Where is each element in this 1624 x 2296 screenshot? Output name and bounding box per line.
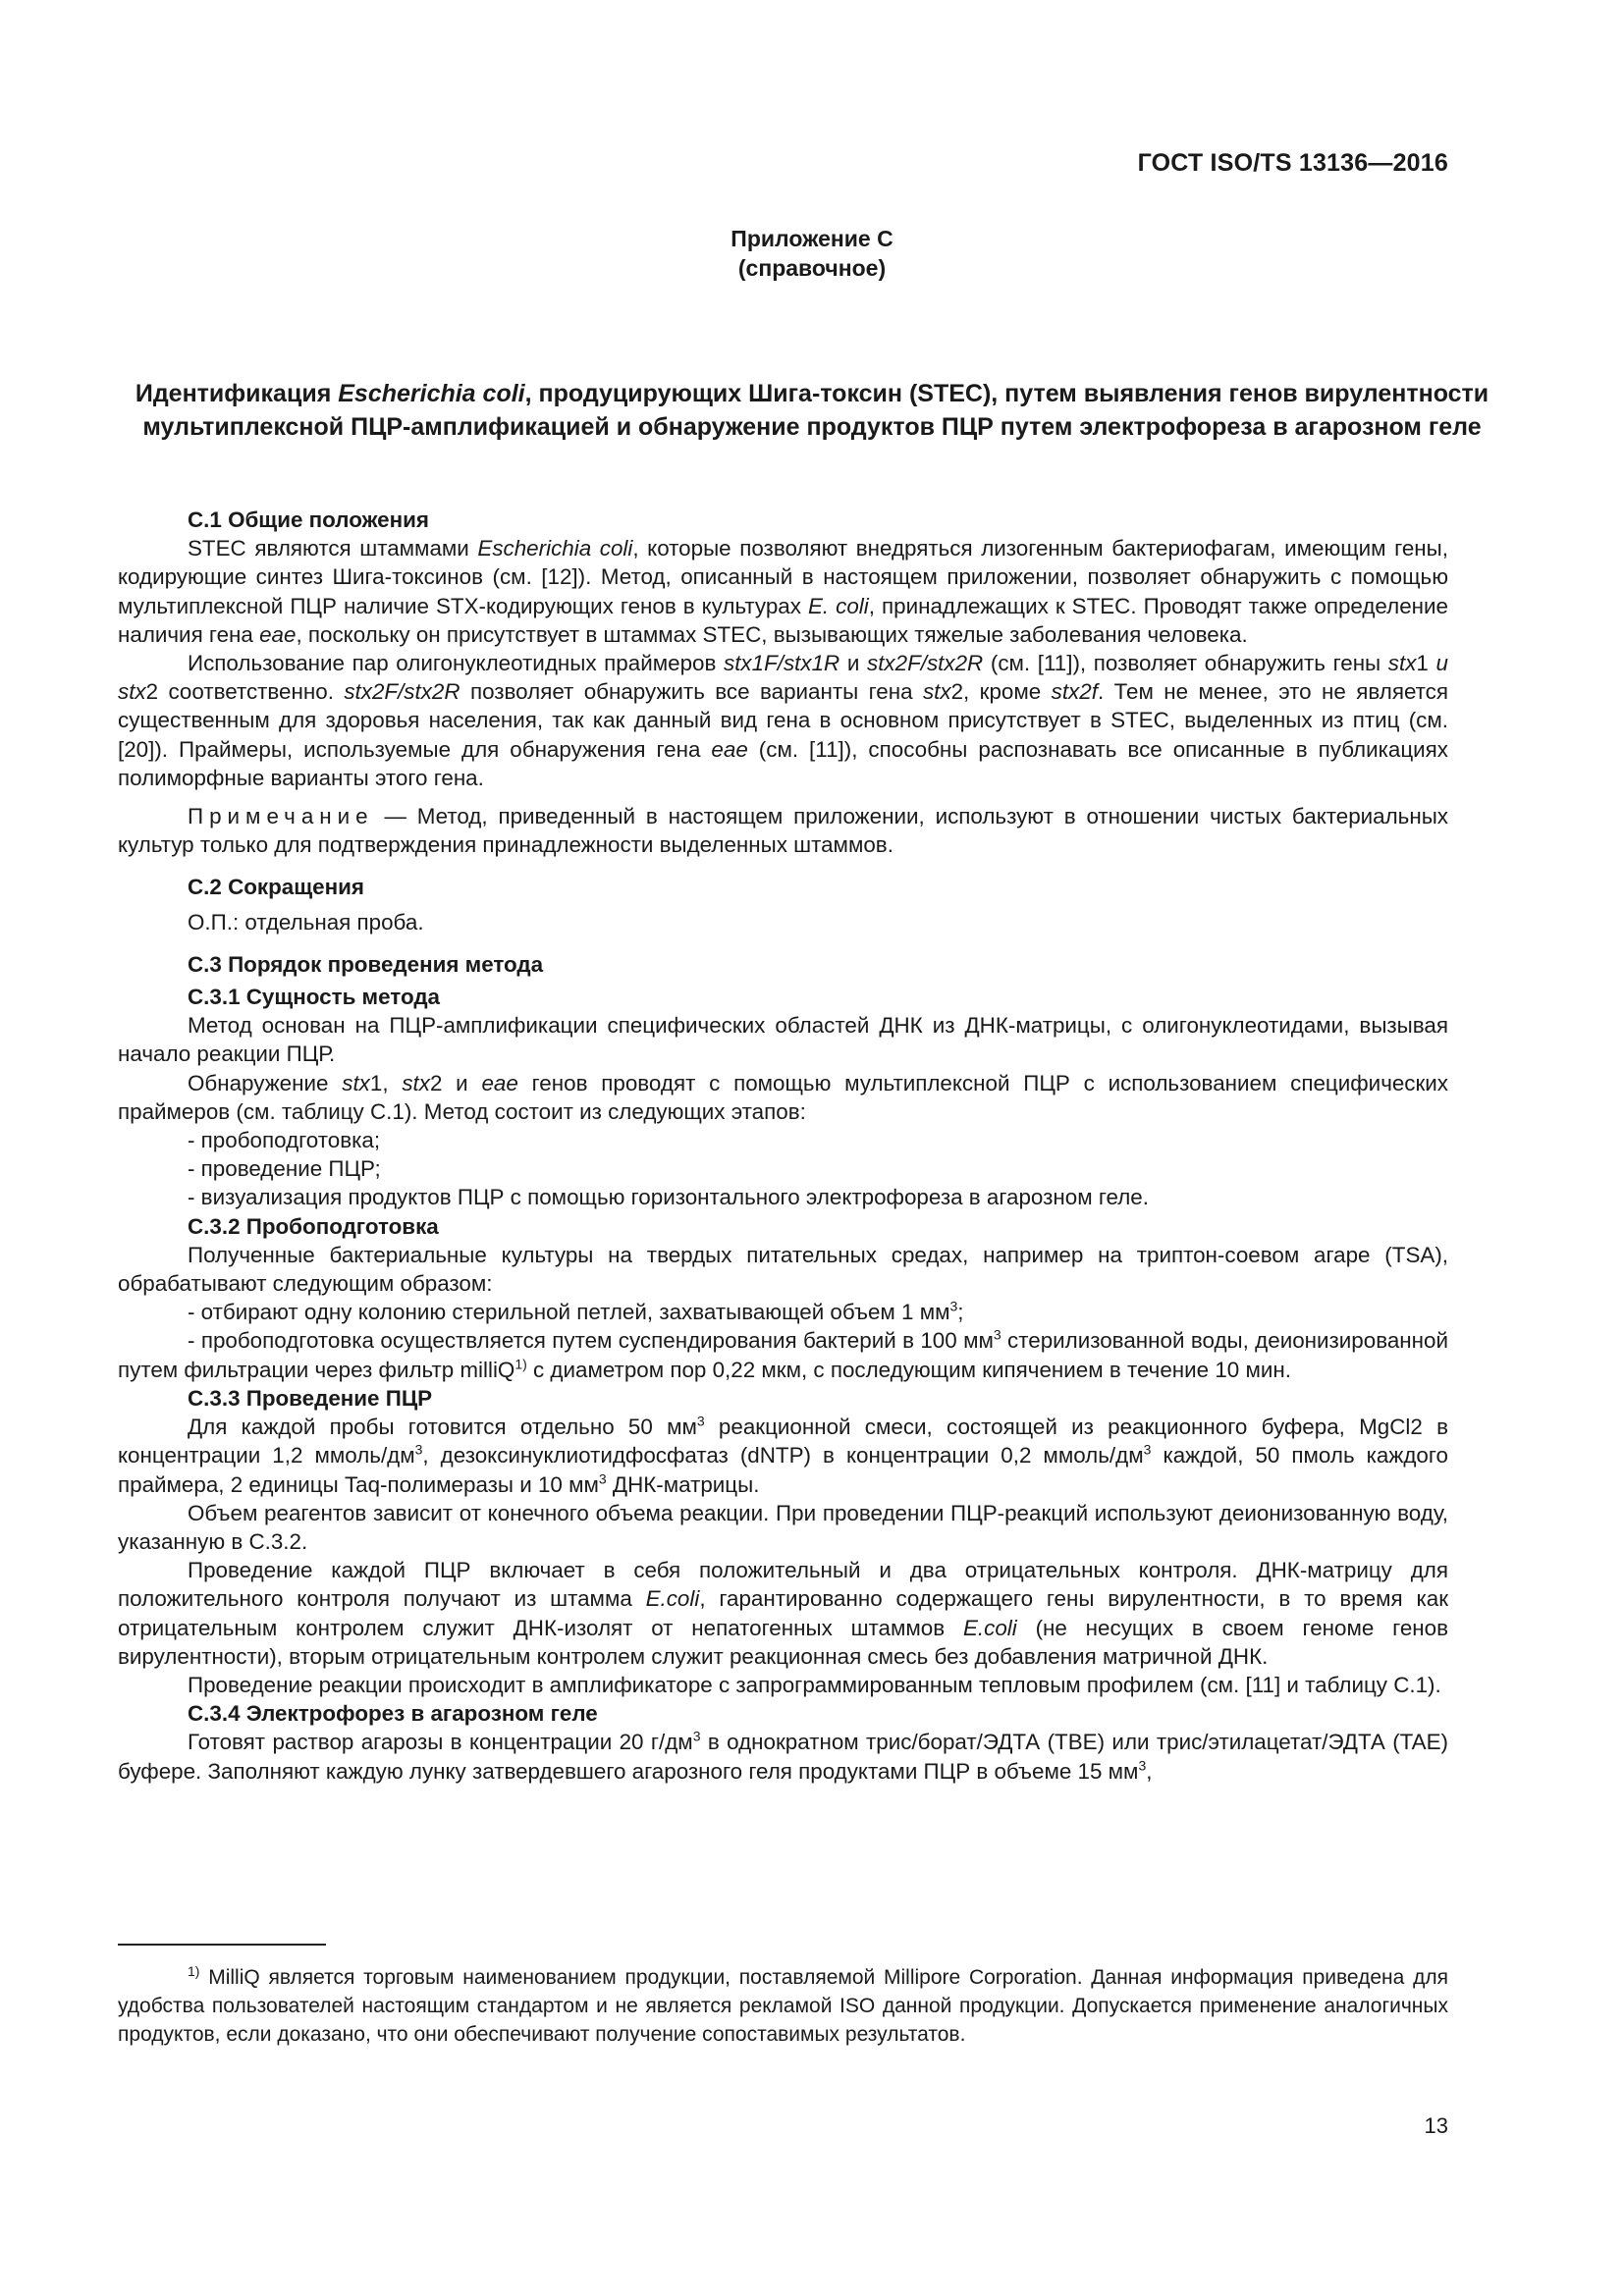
annex-heading [0, 224, 1624, 283]
footnote-separator [118, 1944, 326, 1946]
section-c31-paragraph-1: Метод основан на ПЦР-амплификации специфических областей ДНК из ДНК-матрицы, с олигонуклеотидами, вызывая начало реакции ПЦР. [118, 1013, 1448, 1067]
title-text-rest: , продуцирующих Шига-токсин (STEC), путем выявления генов вирулентности мультиплексной ПЦР-амплификацией и обнаружение продуктов ПЦР путем электрофореза в агарозном геле [142, 380, 1489, 441]
section-c1-heading: С.1 Общие положения [188, 507, 429, 532]
section-c33-paragraph-1: Для каждой пробы готовится отдельно 50 $мм^3$ реакционной смеси, состоящей из реакционного буфера, MgCl2 в концентрации 1,2 ммоль/$дм^3$, дезоксинуклиотидфосфатаз (dNTP) в концентрации 0,2 ммоль/$дм^3$ каждой, 50 пмоль каждого праймера, 2 единицы Taq-полимеразы и 10 $мм^3$ ДНК-матрицы. [118, 1413, 1449, 1497]
section-c1-paragraph-1: STEC являются штаммами Escherichia coli, которые позволяют внедряться лизогенным бактериофагам, имеющим гены, кодирующие синтез Шига-токсинов (см. [12]). Метод, описанный в настоящем приложении, позволяет обнаружить с помощью мультиплексной ПЦР наличие STX-кодирующих генов в культурах E. coli, принадлежащих к STEC. Проводят также определение наличия гена eae, поскольку он присутствует в штаммах STEC, вызывающих тяжелые заболевания человека. [118, 536, 1448, 647]
page-number: 13 [1424, 2113, 1448, 2138]
note-label: Примечание [188, 804, 374, 829]
document-code: ГОСТ ISO/TS 13136—2016 [1137, 149, 1448, 177]
annex-type: (справочное) [737, 255, 887, 281]
section-c34-paragraph-1: Готовят раствор агарозы в концентрации 20 $г/дм^3$ в однократном трис/борат/ЭДТА (TBE) или трис/этилацетат/ЭДТА (TAE) буфере. Заполняют каждую лунку затвердевшего агарозного геля продуктами ПЦР в объеме 15 $мм^3$, [118, 1728, 1449, 1784]
footnote: $^{1)}$ MilliQ является торговым наименованием продукции, поставляемой Millipore Corporation. Данная информация приведена для удобства пользователей настоящим стандартом и не является рекламой ISO данной продукции. Допускается применение аналогичных продуктов, если доказано, что они обеспечивают получение сопоставимых результатов. [118, 1963, 1448, 2046]
section-c34-heading: С.3.4 Электрофорез в агарозном геле [188, 1701, 598, 1727]
note: Примечание — Метод, приведенный в настоящем приложении, используют в отношении чистых бактериальных культур только для подтверждения принадлежности выделенных штаммов. [118, 804, 1448, 858]
list-item: - визуализация продуктов ПЦР с помощью горизонтального электрофореза в агарозном геле. [188, 1185, 1149, 1210]
list-item: - пробоподготовка; [188, 1128, 381, 1153]
section-c32-item-1: - отбирают одну колонию стерильной петлей, захватывающей объем 1 $мм^3$; [188, 1298, 964, 1325]
section-c31-paragraph-2: Обнаружение stx1, stx2 и eae генов проводят с помощью мультиплексной ПЦР с использованием специфических праймеров (см. таблицу С.1). Метод состоит из следующих этапов: [118, 1070, 1448, 1124]
section-c31-heading: С.3.1 Сущность метода [188, 985, 440, 1010]
list-item: - проведение ПЦР; [188, 1156, 381, 1182]
section-c33-paragraph-3: Проведение каждой ПЦР включает в себя положительный и два отрицательных контроля. ДНК-матрицу для положительного контроля получают из штамма E.coli, гарантированно содержащего гены вирулентности, в то время как отрицательным контролем служит ДНК-изолят от непатогенных штаммов E.coli (не несущих в своем геноме генов вирулентности), вторым отрицательным контролем служит реакционная смесь без добавления матричной ДНК. [118, 1558, 1448, 1669]
title-text: Идентификация [135, 380, 339, 407]
section-c3-heading: С.3 Порядок проведения метода [188, 951, 544, 977]
section-c2-heading: С.2 Сокращения [188, 875, 364, 900]
section-c32-item-2: - пробоподготовка осуществляется путем суспендирования бактерий в 100 $мм^3$ стерилизованной воды, деионизированной путем фильтрации через фильтр milliQ$^{1)}$ с диаметром пор 0,22 мкм, с последующим кипячением в течение 10 мин. [118, 1327, 1448, 1382]
section-c33-heading: С.3.3 Проведение ПЦР [188, 1385, 433, 1411]
footnote-mark: 1) [188, 1963, 200, 1979]
annex-title: Приложение С [731, 226, 893, 251]
title-organism: Escherichia coli [338, 380, 525, 407]
section-c33-paragraph-4: Проведение реакции происходит в амплификаторе с запрограммированным тепловым профилем (см. [11] и таблицу С.1). [188, 1672, 1441, 1697]
document-body [118, 506, 1448, 1786]
section-c1-paragraph-2: Использование пар олигонуклеотидных праймеров stx1F/stx1R и stx2F/stx2R (см. [11]), позволяет обнаружить гены stx1 и stx2 соответственно. stx2F/stx2R позволяет обнаружить все варианты гена stx2, кроме stx2f. Тем не менее, это не является существенным для здоровья населения, так как данный вид гена в основном присутствует в STEC, выделенных из птиц (см. [20]). Праймеры, используемые для обнаружения гена eae (см. [11]), способны распознавать все описанные в публикациях полиморфные варианты этого гена. [118, 651, 1448, 790]
section-c33-paragraph-2: Объем реагентов зависит от конечного объема реакции. При проведении ПЦР-реакций используют деионизованную воду, указанную в С.3.2. [118, 1500, 1448, 1554]
section-c2-text: О.П.: отдельная проба. [188, 909, 424, 934]
footnote-ref: 1) [514, 1356, 527, 1372]
section-c32-paragraph: Полученные бактериальные культуры на твердых питательных средах, например на триптон-соевом агаре (TSA), обрабатывают следующим образом: [118, 1242, 1448, 1297]
section-c32-heading: С.3.2 Пробоподготовка [188, 1213, 439, 1239]
annex-main-title [118, 377, 1506, 444]
